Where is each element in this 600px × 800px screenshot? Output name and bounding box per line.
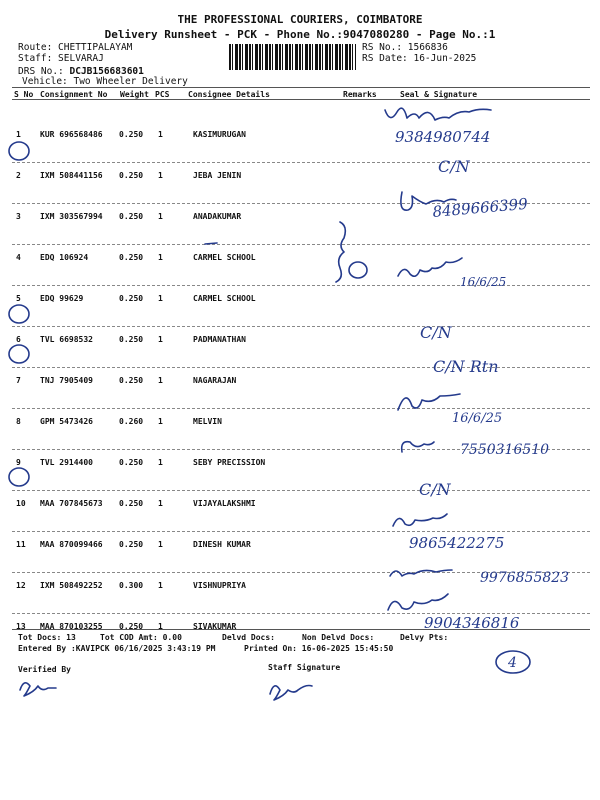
handwritten-page-mark: 4 bbox=[508, 655, 517, 671]
row-sno: 4 bbox=[16, 253, 21, 262]
signature-row5 bbox=[398, 258, 462, 276]
row-consignee: CARMEL SCHOOL bbox=[193, 294, 256, 303]
handwritten-phone-row3: 8489666399 bbox=[431, 194, 529, 221]
signature-row1 bbox=[385, 108, 491, 120]
row-consignee: MELVIN bbox=[193, 417, 222, 426]
row-sno: 12 bbox=[16, 581, 26, 590]
row-pcs: 1 bbox=[158, 294, 163, 303]
runsheet-subtitle: Delivery Runsheet - PCK - Phone No.:9047080280 - Page No.:1 bbox=[104, 28, 496, 41]
handwritten-phone-row11: 9865422275 bbox=[409, 534, 505, 552]
entered-by: Entered By :KAVIPCK 06/16/2025 3:43:19 PM bbox=[18, 644, 216, 653]
row-consignee: KASIMURUGAN bbox=[193, 130, 246, 139]
row-weight: 0.300 bbox=[119, 581, 144, 590]
row-pcs: 1 bbox=[158, 458, 163, 467]
col-header-signature: Seal & Signature bbox=[400, 90, 478, 99]
col-header-pcs: PCS bbox=[155, 90, 170, 99]
verified-by-label: Verified By bbox=[18, 665, 71, 674]
row-consignment: IXM 508492252 bbox=[40, 581, 103, 590]
row-consignment: MAA 707845673 bbox=[40, 499, 103, 508]
row-sno: 9 bbox=[16, 458, 21, 467]
row-consignee: SIVAKUMAR bbox=[193, 622, 237, 631]
circle-mark-row7 bbox=[9, 345, 29, 363]
row-sno: 3 bbox=[16, 212, 21, 221]
row-pcs: 1 bbox=[158, 171, 163, 180]
col-header-remarks: Remarks bbox=[343, 90, 377, 99]
row-consignment: EDQ 106924 bbox=[40, 253, 89, 262]
row-consignment: MAA 870099466 bbox=[40, 540, 103, 549]
handwritten-phone-row12: 9976855823 bbox=[480, 570, 570, 586]
row-weight: 0.250 bbox=[119, 458, 144, 467]
row-consignment: IXM 508441156 bbox=[40, 171, 103, 180]
drs-caption: DRS No.: bbox=[18, 66, 64, 77]
signature-row12 bbox=[390, 570, 452, 576]
col-header-consignee: Consignee Details bbox=[188, 90, 270, 99]
row-pcs: 1 bbox=[158, 335, 163, 344]
row-consignment: IXM 303567994 bbox=[40, 212, 103, 221]
circle-mark-row2 bbox=[9, 142, 29, 160]
row-consignee: ANADAKUMAR bbox=[193, 212, 242, 221]
row-weight: 0.250 bbox=[119, 171, 144, 180]
row-pcs: 1 bbox=[158, 581, 163, 590]
verified-signature bbox=[20, 683, 56, 696]
row-sno: 10 bbox=[16, 499, 26, 508]
row-weight: 0.250 bbox=[119, 212, 144, 221]
handwritten-phone-row13: 9904346816 bbox=[424, 614, 520, 632]
row-consignee: DINESH KUMAR bbox=[193, 540, 251, 549]
rs-date: RS Date: 16-Jun-2025 bbox=[362, 53, 477, 64]
row-pcs: 1 bbox=[158, 622, 163, 631]
row-consignment: TNJ 7905409 bbox=[40, 376, 93, 385]
rs-number: RS No.: 1566836 bbox=[362, 42, 448, 53]
signature-row13 bbox=[388, 594, 448, 610]
total-docs: Tot Docs: 13 bbox=[18, 633, 76, 642]
row-weight: 0.250 bbox=[119, 499, 144, 508]
circle-mark-row6 bbox=[9, 305, 29, 323]
handwritten-phone-row9: 7550316510 bbox=[460, 442, 550, 458]
row-sno: 5 bbox=[16, 294, 21, 303]
row-weight: 0.250 bbox=[119, 376, 144, 385]
col-header-weight: Weight bbox=[120, 90, 149, 99]
printed-on: Printed On: 16-06-2025 15:45:50 bbox=[244, 644, 394, 653]
row-consignee: VIJAYALAKSHMI bbox=[193, 499, 256, 508]
handwritten-cn-row10: C/N bbox=[419, 480, 451, 499]
row-sno: 11 bbox=[16, 540, 26, 549]
row-consignment: EDQ 99629 bbox=[40, 294, 84, 303]
row-pcs: 1 bbox=[158, 253, 163, 262]
row-weight: 0.250 bbox=[119, 540, 144, 549]
drs-number: DCJB156683601 bbox=[69, 66, 144, 77]
signature-row9 bbox=[402, 442, 434, 452]
col-header-consignment: Consignment No bbox=[40, 90, 108, 99]
bracket-mark bbox=[336, 222, 345, 282]
row-consignee: PADMANATHAN bbox=[193, 335, 246, 344]
company-title: THE PROFESSIONAL COURIERS, COIMBATORE bbox=[177, 13, 423, 26]
staff-signature-mark bbox=[270, 686, 312, 701]
row-pcs: 1 bbox=[158, 212, 163, 221]
row-consignee: JEBA JENIN bbox=[193, 171, 242, 180]
row-weight: 0.250 bbox=[119, 294, 144, 303]
signature-row11 bbox=[393, 514, 447, 526]
tick-mark-row4 bbox=[205, 243, 217, 244]
row-weight: 0.260 bbox=[119, 417, 144, 426]
handwritten-cn-rtn-row7: C/N Rtn bbox=[433, 357, 499, 376]
row-sno: 6 bbox=[16, 335, 21, 344]
row-pcs: 1 bbox=[158, 417, 163, 426]
route-label: Route: CHETTIPALAYAM bbox=[18, 42, 133, 53]
circle-mark-row5 bbox=[349, 262, 367, 278]
table-bottom-rule bbox=[12, 629, 590, 630]
row-consignment: MAA 870103255 bbox=[40, 622, 103, 631]
vehicle-label: Vehicle: Two Wheeler Delivery bbox=[22, 76, 188, 87]
row-weight: 0.250 bbox=[119, 335, 144, 344]
circle-mark-row10 bbox=[9, 468, 29, 486]
row-consignee: SEBY PRECISSION bbox=[193, 458, 266, 467]
non-delivered-docs: Non Delvd Docs: bbox=[302, 633, 375, 642]
staff-signature-label: Staff Signature bbox=[268, 663, 341, 672]
row-weight: 0.250 bbox=[119, 130, 144, 139]
col-header-sno: S No bbox=[14, 90, 34, 99]
handwritten-cn-row2: C/N bbox=[438, 157, 470, 176]
total-cod: Tot COD Amt: 0.00 bbox=[100, 633, 182, 642]
row-consignment: TVL 2914400 bbox=[40, 458, 93, 467]
row-consignee: CARMEL SCHOOL bbox=[193, 253, 256, 262]
row-consignee: VISHNUPRIYA bbox=[193, 581, 246, 590]
handwritten-date-row8: 16/6/25 bbox=[452, 411, 503, 426]
handwritten-date-row5: 16/6/25 bbox=[460, 275, 507, 289]
row-sno: 1 bbox=[16, 130, 21, 139]
row-pcs: 1 bbox=[158, 376, 163, 385]
row-pcs: 1 bbox=[158, 540, 163, 549]
delivery-points: Delvy Pts: bbox=[400, 633, 449, 642]
row-weight: 0.250 bbox=[119, 622, 144, 631]
row-consignment: TVL 6698532 bbox=[40, 335, 93, 344]
delivered-docs: Delvd Docs: bbox=[222, 633, 275, 642]
row-consignment: KUR 696568486 bbox=[40, 130, 103, 139]
staff-label: Staff: SELVARAJ bbox=[18, 53, 104, 64]
row-pcs: 1 bbox=[158, 130, 163, 139]
signature-row8 bbox=[398, 394, 460, 410]
row-sno: 8 bbox=[16, 417, 21, 426]
handwritten-phone-row1: 9384980744 bbox=[395, 128, 491, 146]
row-weight: 0.250 bbox=[119, 253, 144, 262]
row-consignment: GPM 5473426 bbox=[40, 417, 93, 426]
row-sno: 7 bbox=[16, 376, 21, 385]
row-consignee: NAGARAJAN bbox=[193, 376, 237, 385]
handwritten-cn-row6: C/N bbox=[420, 323, 452, 342]
row-pcs: 1 bbox=[158, 499, 163, 508]
row-sno: 2 bbox=[16, 171, 21, 180]
row-sno: 13 bbox=[16, 622, 26, 631]
